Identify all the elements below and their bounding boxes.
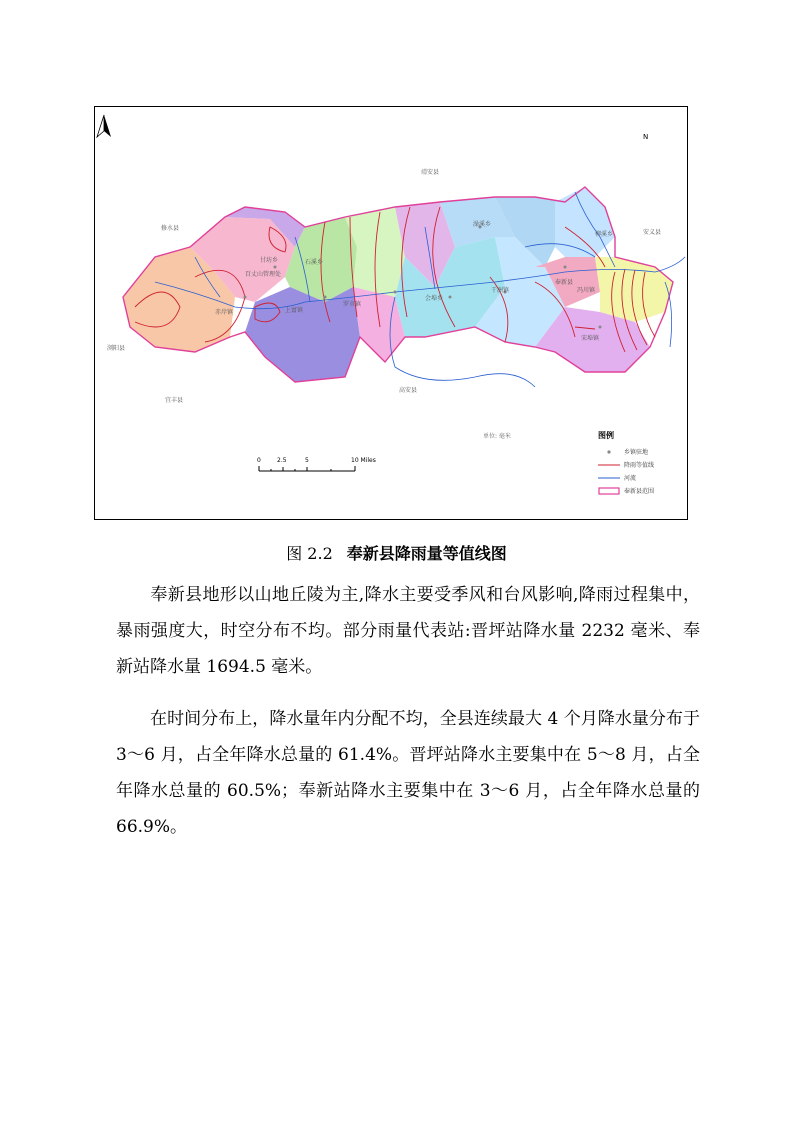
label-anyi: 安义县 [643,229,662,236]
label-town3: 会埠乡 [425,295,444,302]
north-label: N [643,133,649,141]
scale-label-1: 2.5 [277,457,287,464]
label-yifeng: 宜丰县 [165,397,184,404]
label-town9: 澡溪乡 [473,221,492,228]
label-town2: 赤岸镇 [215,309,234,316]
region-anyi-ne [555,187,615,257]
label-liuyang: 浏阳县 [107,345,126,352]
figure-caption [0,541,793,564]
map-legend [598,430,682,497]
legend-title: 图例 [598,431,614,440]
figure-number: 图 2.2 [286,544,333,563]
river-swatch-icon [598,474,620,482]
label-town8: 宋埠镇 [581,335,600,342]
paragraph-2: 在时间分布上，降水量年内分配不均，全县连续最大 4 个月降水量分布于 3～6 月，占全年降水总量的 61.4%。晋坪站降水主要集中在 5～8 月，占全年降水总量的 60.5%；奉新站降水主要集中在 3～6 月，占全年降水总量的 66.9%。 [116,709,700,837]
label-hexian: 奉新县 [555,279,574,286]
legend-item-boundary: 奉新县范围 [598,484,682,497]
figure-title: 奉新县降雨量等值线图 [346,544,507,563]
unit-label: 单位: 毫米 [483,433,511,440]
label-town11: 石溪乡 [305,259,324,266]
label-gaoan: 高安县 [399,387,418,394]
label-town12: 干洲镇 [491,287,510,294]
label-town6: 罗市镇 [343,301,362,308]
legend-item-isoline: 降雨等值线 [598,458,682,471]
label-town1: 上富镇 [285,307,304,314]
scale-label-0: 0 [257,457,261,464]
north-arrow-icon [95,107,113,141]
label-town10: 柳溪乡 [595,231,614,238]
label-jingan: 靖安县 [421,169,440,176]
label-town5: 百丈山管理处 [245,271,282,278]
isoline-swatch-icon [598,461,620,469]
scale-label-2: 5 [305,457,309,464]
paragraph-1: 奉新县地形以山地丘陵为主,降水主要受季风和台风影响,降雨过程集中，暴雨强度大，时空分布不均。部分雨量代表站:晋坪站降水量 2232 毫米、奉新站降水量 1694.5 毫米。 [116,585,700,677]
rainfall-isoline-map [94,106,688,520]
label-town4: 甘坊乡 [260,257,279,264]
legend-item-river: 河流 [598,471,682,484]
label-xiushui: 修水县 [161,225,180,232]
boundary-swatch-icon [598,487,620,495]
town-dot-icon [598,448,620,456]
legend-item-town: 乡镇驻地 [598,445,682,458]
scale-label-3: 10 Miles [351,457,376,464]
label-town7: 冯川镇 [577,287,596,294]
